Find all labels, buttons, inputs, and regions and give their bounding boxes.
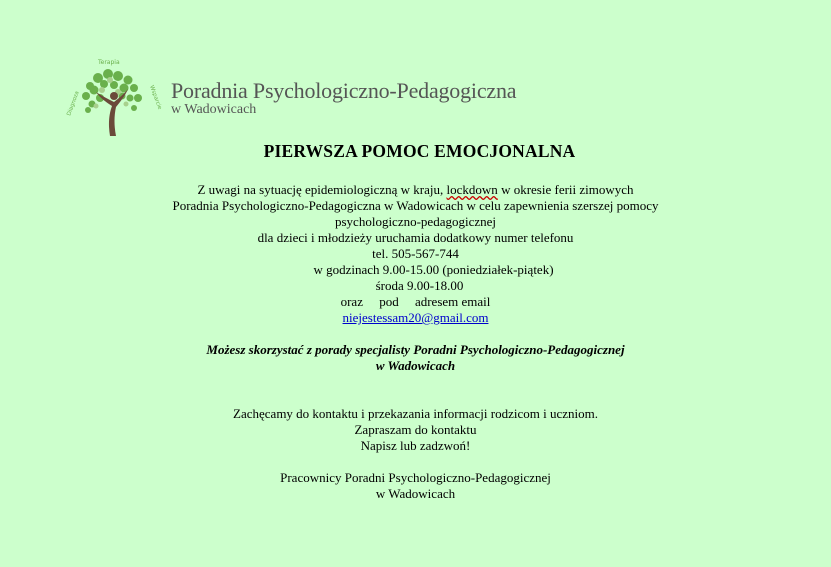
intro-line-4: dla dzieci i młodzieży uruchamia dodatkowy numer telefonu bbox=[257, 230, 574, 245]
organization-logo bbox=[62, 58, 517, 140]
logo-arc-top: Terapia bbox=[98, 59, 120, 66]
announcement bbox=[0, 140, 831, 502]
advice-line-1: Możesz skorzystać z porady specjalisty Poradni Psychologiczno-Pedagogicznej bbox=[206, 342, 625, 357]
advice-line-2: w Wadowicach bbox=[375, 358, 456, 373]
signature-line-2: w Wadowicach bbox=[375, 486, 456, 501]
email-intro: oraz pod adresem email bbox=[340, 294, 491, 309]
hours-wednesday: środa 9.00-18.00 bbox=[375, 278, 464, 293]
closing-line-3: Napisz lub zadzwoń! bbox=[360, 438, 471, 453]
announcement-body bbox=[0, 182, 831, 502]
intro-line-1: Z uwagi na sytuację epidemiologiczną w kraju, lockdown w okresie ferii zimowych bbox=[197, 182, 634, 197]
page-title: PIERWSZA POMOC EMOCJONALNA bbox=[263, 141, 576, 161]
intro-line-2: Poradnia Psychologiczno-Pedagogiczna w Wadowicach w celu zapewnienia szerszej pomocy bbox=[172, 198, 659, 213]
logo-organization-name: Poradnia Psychologiczno-Pedagogiczna bbox=[171, 78, 517, 103]
logo-arc-right: Wsparcie bbox=[148, 84, 162, 111]
tree-person-logo-icon bbox=[62, 58, 162, 140]
phone-number: tel. 505-567-744 bbox=[372, 246, 459, 261]
closing-line-1: Zachęcamy do kontaktu i przekazania informacji rodzicom i uczniom. bbox=[233, 406, 598, 421]
signature-line-1: Pracownicy Poradni Psychologiczno-Pedagogicznej bbox=[280, 470, 551, 485]
email-link[interactable]: niejestessam20@gmail.com bbox=[342, 310, 489, 325]
logo-organization-city: w Wadowicach bbox=[171, 102, 257, 117]
spellcheck-word: lockdown bbox=[446, 182, 498, 197]
closing-line-2: Zapraszam do kontaktu bbox=[354, 422, 477, 437]
hours-weekdays: w godzinach 9.00-15.00 (poniedziałek-piątek) bbox=[313, 262, 554, 277]
logo-arc-left: Diagnoza bbox=[66, 90, 81, 117]
intro-line-3: psychologiczno-pedagogicznej bbox=[335, 214, 496, 229]
